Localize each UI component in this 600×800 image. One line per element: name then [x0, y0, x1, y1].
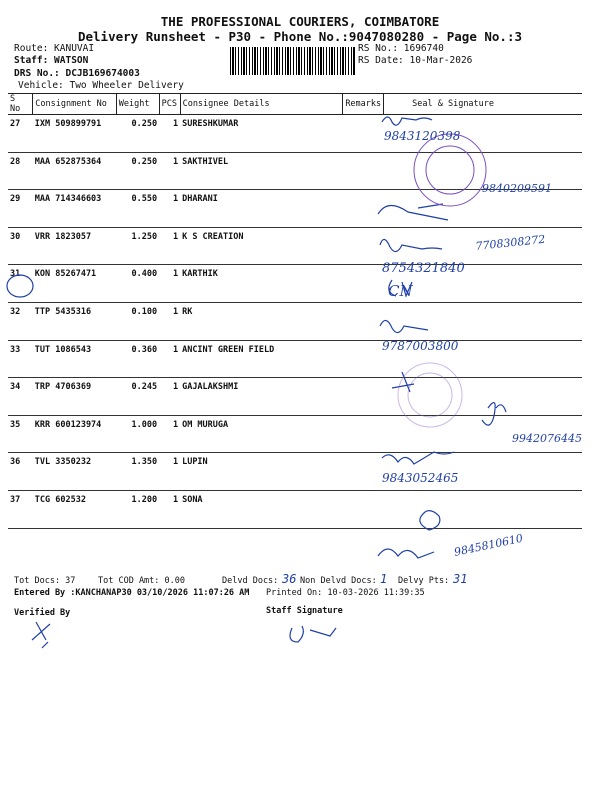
row-weight: 1.000: [116, 415, 159, 453]
non-delivered-docs-value: 1: [380, 572, 388, 586]
row-consignment: MAA 714346603: [33, 190, 117, 228]
table-row: [8, 453, 582, 491]
verified-signature: [32, 622, 50, 648]
phone-35: 9843052465: [382, 471, 459, 485]
row-consignee: SONA: [180, 490, 343, 528]
row-pcs: 1: [159, 340, 180, 378]
row-consignment: MAA 652875364: [33, 152, 117, 190]
row-sno: 29: [8, 190, 33, 228]
row-weight: 1.250: [116, 227, 159, 265]
runsheet-subtitle: Delivery Runsheet - P30 - Phone No.:9047080280 - Page No.:3: [77, 29, 522, 44]
row-pcs: 1: [159, 378, 180, 416]
table-row: [8, 340, 582, 378]
row-consignee: RK: [180, 302, 343, 340]
row-pcs: 1: [159, 415, 180, 453]
table-row: [8, 490, 582, 528]
table-row: [8, 227, 582, 265]
staff: Staff: WATSON: [14, 55, 89, 66]
total-docs: Tot Docs: 37: [14, 576, 76, 586]
non-delivered-docs-label: Non Delvd Docs:: [300, 576, 377, 586]
row-weight: 0.250: [116, 115, 159, 153]
company-title: THE PROFESSIONAL COURIERS, COIMBATORE: [160, 14, 440, 29]
signature-37: [378, 549, 434, 558]
row-weight: 1.350: [116, 453, 159, 491]
phone-28: 9840209591: [482, 182, 552, 195]
barcode: [230, 47, 355, 75]
phone-34: 9942076445: [512, 432, 582, 445]
row-consignee: OM MURUGA: [180, 415, 343, 453]
row-consignment: KRR 600123974: [33, 415, 117, 453]
table-row: [8, 378, 582, 416]
phone-32: 9787003800: [382, 339, 459, 353]
row-sno: 36: [8, 453, 33, 491]
row-sno: 33: [8, 340, 33, 378]
row-sno: 31: [8, 265, 33, 303]
entered-by: Entered By :KANCHANAP30 03/10/2026 11:07:26 AM: [14, 588, 250, 598]
staff-signature: [290, 626, 336, 642]
row-pcs: 1: [159, 227, 180, 265]
row-sno: 37: [8, 490, 33, 528]
row-sno: 27: [8, 115, 33, 153]
table-row: [8, 415, 582, 453]
row-consignment: VRR 1823057: [33, 227, 117, 265]
phone-27: 9843120398: [384, 129, 461, 143]
row-consignee: SAKTHIVEL: [180, 152, 343, 190]
row-consignment: TUT 1086543: [33, 340, 117, 378]
row-weight: 0.360: [116, 340, 159, 378]
table-row: [8, 115, 582, 153]
row-consignee: KARTHIK: [180, 265, 343, 303]
printed-on: Printed On: 10-03-2026 11:39:35: [266, 588, 425, 598]
row-consignee: DHARANI: [180, 190, 343, 228]
mark-31: CN: [388, 282, 413, 300]
phone-29: 7708308272: [474, 232, 546, 253]
delivered-docs-label: Delvd Docs:: [222, 576, 279, 586]
row-consignee: LUPIN: [180, 453, 343, 491]
col-seal-signature: Seal & Signature: [384, 94, 582, 115]
row-weight: 1.200: [116, 490, 159, 528]
row-pcs: 1: [159, 302, 180, 340]
row-sno: 34: [8, 378, 33, 416]
row-weight: 0.550: [116, 190, 159, 228]
rs-number: RS No.: 1696740: [358, 43, 444, 54]
row-sno: 35: [8, 415, 33, 453]
col-weight: Weight: [116, 94, 159, 115]
rs-date: RS Date: 10-Mar-2026: [358, 55, 473, 66]
row-pcs: 1: [159, 190, 180, 228]
delivery-points-label: Delvy Pts:: [398, 576, 450, 586]
route: Route: KANUVAI: [14, 43, 95, 54]
table-row: [8, 265, 582, 303]
staff-signature-label: Staff Signature: [266, 606, 343, 616]
table-header: [8, 94, 582, 115]
verified-by-label: Verified By: [14, 608, 71, 618]
row-pcs: 1: [159, 115, 180, 153]
row-pcs: 1: [159, 453, 180, 491]
row-sno: 28: [8, 152, 33, 190]
col-remarks: Remarks: [343, 94, 384, 115]
col-sno: S No: [8, 94, 33, 115]
row-consignment: TCG 602532: [33, 490, 117, 528]
runsheet-table: [8, 93, 582, 529]
row-weight: 0.400: [116, 265, 159, 303]
col-consignment: Consignment No: [33, 94, 117, 115]
row-consignee: ANCINT GREEN FIELD: [180, 340, 343, 378]
delivery-points-value: 31: [453, 572, 468, 586]
row-pcs: 1: [159, 490, 180, 528]
row-pcs: 1: [159, 152, 180, 190]
phone-30: 8754321840: [382, 261, 465, 276]
row-weight: 0.245: [116, 378, 159, 416]
row-weight: 0.250: [116, 152, 159, 190]
phone-37: 9845810610: [452, 531, 525, 559]
table-row: [8, 302, 582, 340]
table-row: [8, 190, 582, 228]
col-pcs: PCS: [159, 94, 180, 115]
row-pcs: 1: [159, 265, 180, 303]
row-sno: 32: [8, 302, 33, 340]
delivered-docs-value: 36: [282, 572, 297, 586]
vehicle: Vehicle: Two Wheeler Delivery: [18, 80, 184, 91]
row-consignment: KON 85267471: [33, 265, 117, 303]
row-sno: 30: [8, 227, 33, 265]
row-consignment: TTP 5435316: [33, 302, 117, 340]
row-consignee: K S CREATION: [180, 227, 343, 265]
total-cod: Tot COD Amt: 0.00: [98, 576, 185, 586]
row-consignment: TVL 3350232: [33, 453, 117, 491]
row-weight: 0.100: [116, 302, 159, 340]
row-consignment: TRP 4706369: [33, 378, 117, 416]
row-consignee: GAJALAKSHMI: [180, 378, 343, 416]
col-consignee: Consignee Details: [180, 94, 343, 115]
table-row: [8, 152, 582, 190]
row-consignee: SURESHKUMAR: [180, 115, 343, 153]
row-consignment: IXM 509899791: [33, 115, 117, 153]
drs-number: DRS No.: DCJB169674003: [14, 68, 140, 79]
